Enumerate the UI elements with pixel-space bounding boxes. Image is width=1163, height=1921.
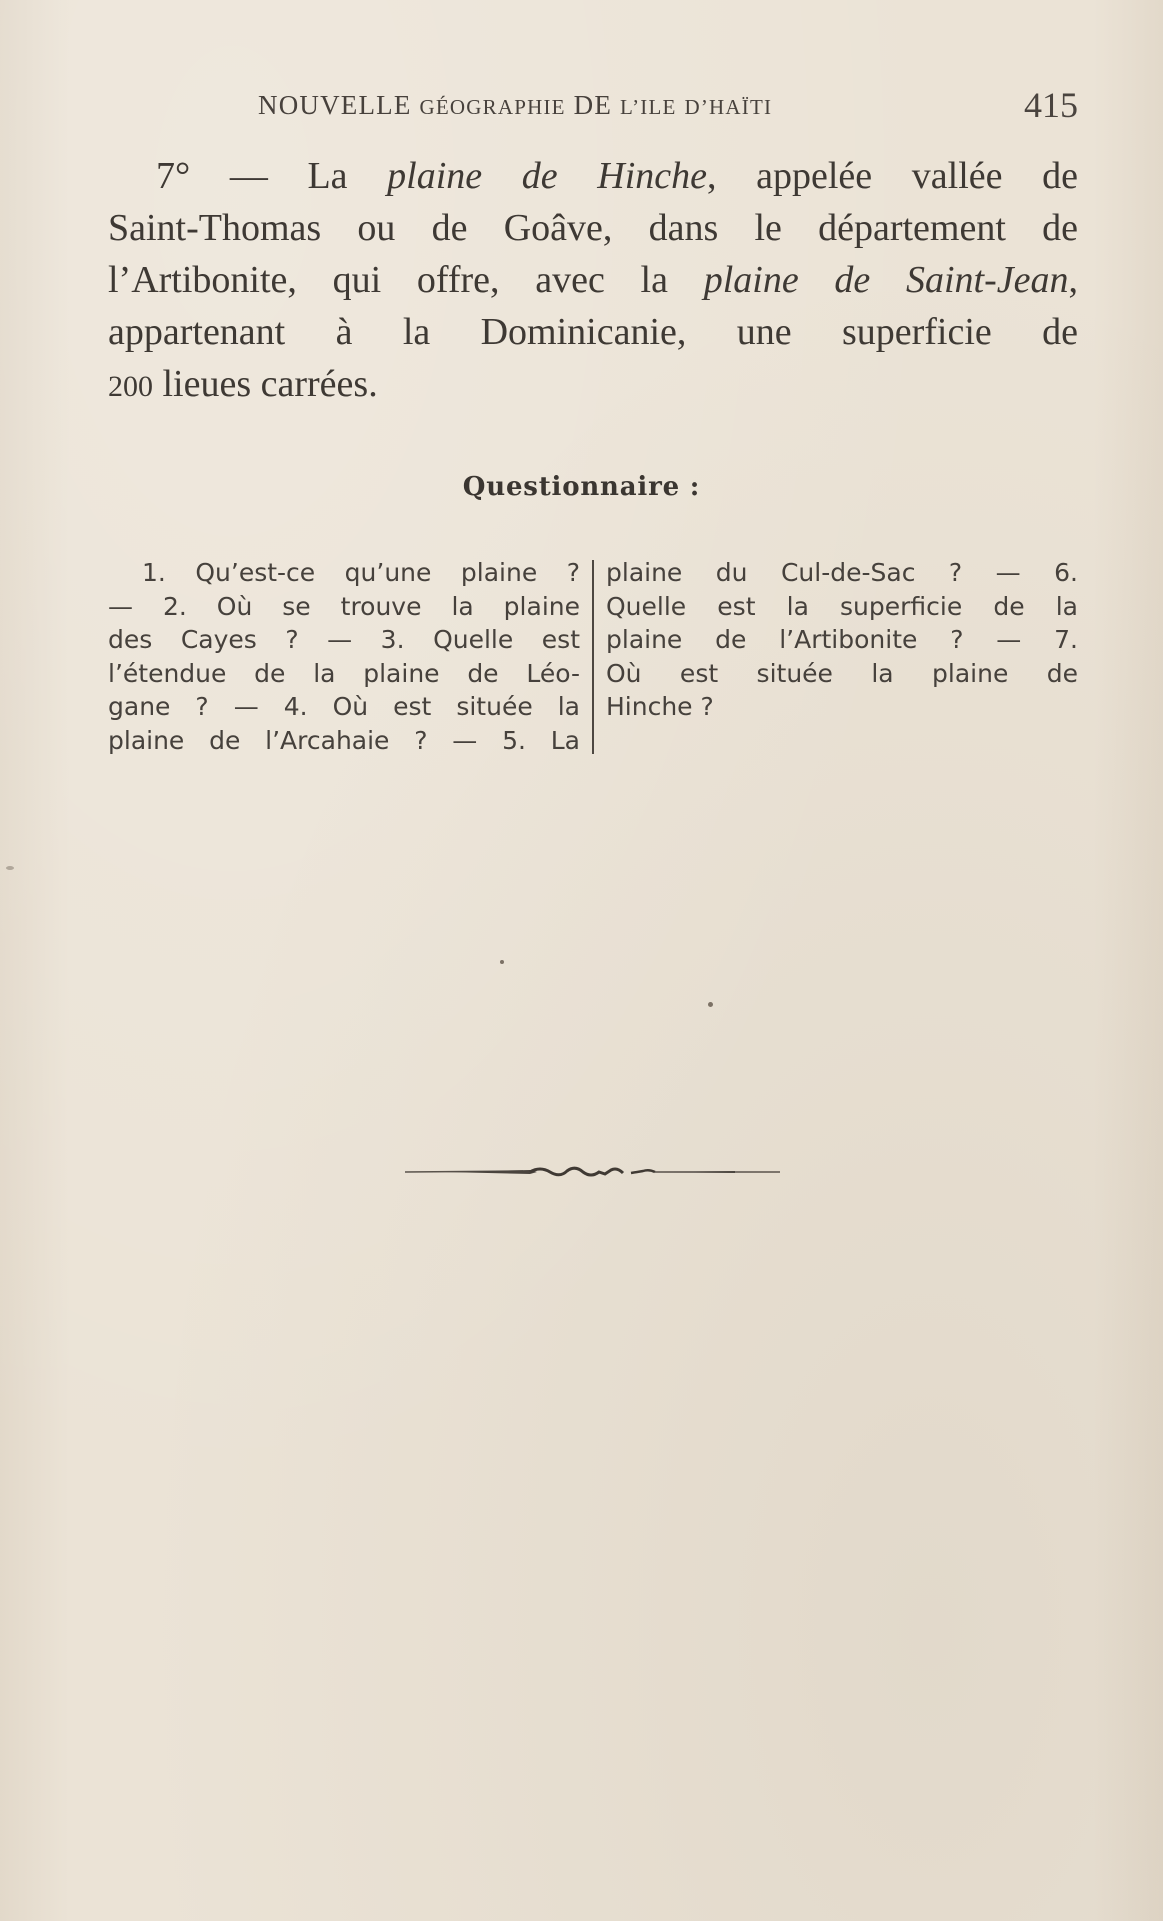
paper-speck: [500, 960, 504, 964]
question-line: des Cayes ? — 3. Quelle est: [108, 625, 580, 654]
text-run: l’Artibonite, qui offre, avec la: [108, 259, 704, 301]
running-title: [258, 90, 772, 121]
title-part-6: D’HAÏTI: [684, 95, 773, 119]
questionnaire-left-column: [108, 556, 580, 757]
paper-speck: [708, 1002, 713, 1007]
questionnaire-right-column: [606, 556, 1078, 724]
paragraph-line-2: Saint-Thomas ou de Goâve, dans le département de: [108, 207, 1078, 249]
question-line: plaine du Cul-de-Sac ? — 6.: [606, 558, 1078, 587]
main-paragraph: [108, 150, 1078, 413]
running-header: [258, 84, 1078, 128]
text-run: ,: [1068, 259, 1078, 301]
text-run: lieues carrées.: [153, 363, 378, 405]
text-run: — La: [190, 155, 388, 197]
item-number: 7°: [156, 155, 191, 197]
number-200: 200: [108, 370, 153, 403]
questionnaire-heading: Questionnaire :: [462, 472, 701, 502]
question-line: gane ? — 4. Où est située la: [108, 692, 580, 721]
paragraph-line-4: appartenant à la Dominicanie, une superficie de: [108, 311, 1078, 353]
italic-place-name: plaine de Hinche: [387, 155, 708, 197]
question-line: — 2. Où se trouve la plaine: [108, 591, 580, 621]
paragraph-line-1: [108, 150, 1078, 202]
question-line: plaine de l’Arcahaie ? — 5. La: [108, 725, 580, 755]
question-line: Hinche ?: [606, 692, 714, 721]
title-part-4: L’ILE: [619, 95, 677, 119]
question-line: 1. Qu’est-ce qu’une plaine ?: [142, 558, 580, 587]
title-part-3: DE: [565, 90, 620, 120]
question-line: Quelle est la superficie de la: [606, 591, 1078, 621]
paragraph-line-3: [108, 254, 1078, 306]
question-line: l’étendue de la plaine de Léo-: [108, 658, 580, 688]
end-ornament-icon: [405, 1160, 780, 1182]
column-divider: [592, 560, 594, 754]
paper-speck: [6, 866, 14, 870]
italic-place-name: plaine de Saint-Jean: [703, 259, 1069, 301]
question-line: plaine de l’Artibonite ? — 7.: [606, 625, 1078, 654]
paragraph-line-5: [108, 358, 1078, 413]
questionnaire-columns: [108, 556, 1078, 756]
page-number: 415: [1024, 85, 1078, 125]
text-run: , appelée vallée de: [707, 155, 1078, 197]
question-line: Où est située la plaine de: [606, 658, 1078, 688]
title-part-2: GÉOGRAPHIE: [419, 95, 566, 119]
title-part-1: NOUVELLE: [258, 90, 420, 120]
